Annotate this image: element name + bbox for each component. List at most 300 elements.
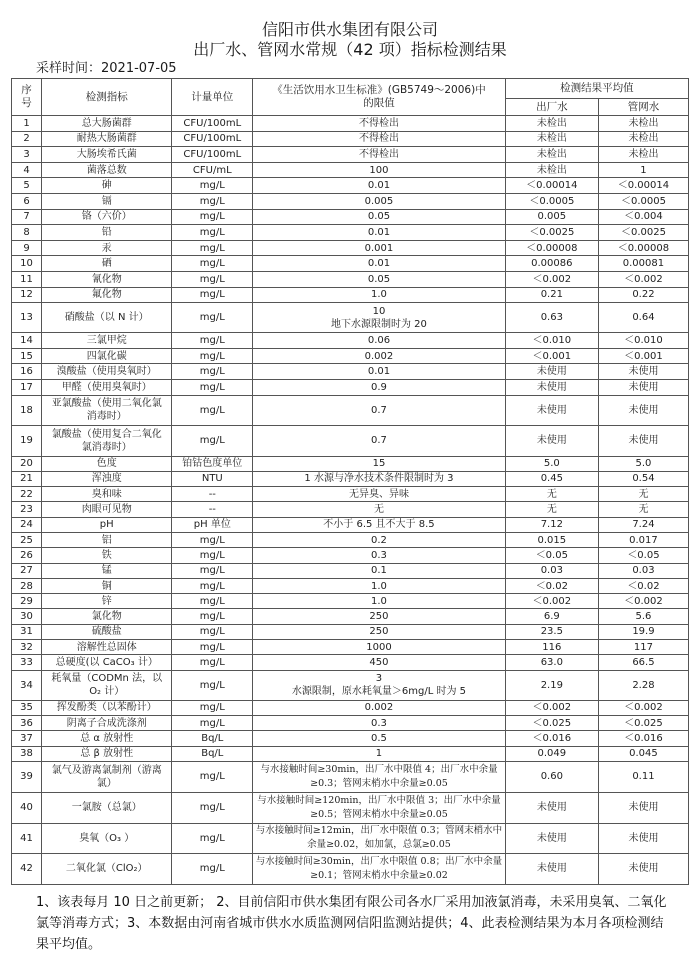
row-number: 17 (12, 379, 42, 395)
table-row (12, 271, 689, 287)
network-water-value: 未检出 (598, 116, 688, 132)
row-number: 39 (12, 761, 42, 792)
row-number: 28 (12, 578, 42, 593)
factory-water-value: 未使用 (505, 823, 598, 853)
indicator-name: 阴离子合成洗涤剂 (42, 715, 172, 730)
row-number: 34 (12, 670, 42, 700)
table-row (12, 162, 689, 178)
report-title: 出厂水、管网水常规（42 项）指标检测结果 (193, 40, 507, 59)
factory-water-value: 7.12 (505, 517, 598, 532)
row-number: 40 (12, 792, 42, 823)
factory-water-value: 无 (505, 487, 598, 502)
network-water-value: 未检出 (598, 131, 688, 147)
row-number: 3 (12, 147, 42, 163)
limit-value: 0.1 (253, 563, 506, 578)
limit-value-line2: 地下水源限制时为 20 (331, 318, 427, 330)
network-water-value: 2.28 (598, 670, 688, 700)
table-row (12, 425, 689, 456)
indicator-name: 铅 (42, 225, 172, 241)
table-row (12, 517, 689, 532)
table-row (12, 487, 689, 502)
unit: Bq/L (172, 731, 253, 746)
factory-water-value: 6.9 (505, 609, 598, 624)
network-water-value: 0.11 (598, 761, 688, 792)
limit-value: 无 (253, 502, 506, 517)
limit-value: 1.0 (253, 578, 506, 593)
indicator-name: 锌 (42, 594, 172, 609)
limit-value: 0.01 (253, 225, 506, 241)
unit: CFU/100mL (172, 147, 253, 163)
factory-water-value: ＜0.016 (505, 731, 598, 746)
unit: mg/L (172, 548, 253, 563)
indicator-name: 硝酸盐（以 N 计） (42, 303, 172, 333)
indicator-name: 耐热大肠菌群 (42, 131, 172, 147)
unit: mg/L (172, 303, 253, 333)
network-water-value: ＜0.010 (598, 333, 688, 349)
limit-value: 1 水源与净水技术条件限制时为 3 (253, 471, 506, 486)
indicator-name: 砷 (42, 178, 172, 194)
limit-value: 0.005 (253, 193, 506, 209)
limit-value: 0.01 (253, 256, 506, 272)
indicator-name: 硫酸盐 (42, 624, 172, 639)
row-number: 14 (12, 333, 42, 349)
row-number: 29 (12, 594, 42, 609)
limit-value: 0.7 (253, 425, 506, 456)
indicator-name: 总硬度(以 CaCO₃ 计） (42, 655, 172, 670)
indicator-name: 色度 (42, 456, 172, 471)
network-water-value: 未检出 (598, 147, 688, 163)
network-water-value: 7.24 (598, 517, 688, 532)
limit-value: 0.05 (253, 209, 506, 225)
limit-value: 100 (253, 162, 506, 178)
indicator-name: 总大肠菌群 (42, 116, 172, 132)
network-water-value: 未使用 (598, 364, 688, 380)
unit: mg/L (172, 287, 253, 303)
row-number: 18 (12, 395, 42, 425)
factory-water-value: 未使用 (505, 379, 598, 395)
network-water-value: 未使用 (598, 823, 688, 853)
network-water-value: 5.0 (598, 456, 688, 471)
row-number: 4 (12, 162, 42, 178)
network-water-value: ＜0.004 (598, 209, 688, 225)
factory-water-value: ＜0.0005 (505, 193, 598, 209)
limit-value: 0.3 (253, 715, 506, 730)
unit: mg/L (172, 640, 253, 655)
limit-value: 0.05 (253, 271, 506, 287)
indicator-name: 氰化物 (42, 271, 172, 287)
unit: mg/L (172, 348, 253, 364)
network-water-value: ＜0.001 (598, 348, 688, 364)
row-number: 9 (12, 240, 42, 256)
network-water-value: 66.5 (598, 655, 688, 670)
factory-water-value: 无 (505, 502, 598, 517)
indicator-name: 总 β 放射性 (42, 746, 172, 761)
indicator-name: 汞 (42, 240, 172, 256)
network-water-value: 未使用 (598, 379, 688, 395)
network-water-value: 0.64 (598, 303, 688, 333)
network-water-value: ＜0.002 (598, 700, 688, 715)
row-number: 31 (12, 624, 42, 639)
network-water-value: 0.22 (598, 287, 688, 303)
table-row (12, 131, 689, 147)
table-row (12, 700, 689, 715)
indicator-name: 大肠埃希氏菌 (42, 147, 172, 163)
row-number: 7 (12, 209, 42, 225)
factory-water-value: 63.0 (505, 655, 598, 670)
table-row (12, 256, 689, 272)
unit: mg/L (172, 594, 253, 609)
factory-water-value: 未检出 (505, 116, 598, 132)
network-water-value: ＜0.0025 (598, 225, 688, 241)
unit: -- (172, 502, 253, 517)
limit-value (253, 303, 506, 333)
network-water-value: 无 (598, 502, 688, 517)
row-number: 19 (12, 425, 42, 456)
table-row (12, 746, 689, 761)
indicator-name: 总 α 放射性 (42, 731, 172, 746)
unit: mg/L (172, 379, 253, 395)
limit-value: 0.3 (253, 548, 506, 563)
network-water-value: 19.9 (598, 624, 688, 639)
limit-value-line1: 3 (375, 673, 383, 685)
factory-water-value: ＜0.02 (505, 578, 598, 593)
table-row (12, 303, 689, 333)
table-row (12, 655, 689, 670)
indicator-name: 三氯甲烷 (42, 333, 172, 349)
table-row (12, 853, 689, 884)
factory-water-value: 0.21 (505, 287, 598, 303)
network-water-value: ＜0.02 (598, 578, 688, 593)
row-number: 21 (12, 471, 42, 486)
unit: mg/L (172, 823, 253, 853)
row-number: 22 (12, 487, 42, 502)
network-water-value: 未使用 (598, 395, 688, 425)
col-header-network: 管网水 (598, 99, 688, 116)
table-row (12, 578, 689, 593)
factory-water-value: 0.015 (505, 532, 598, 547)
factory-water-value: 116 (505, 640, 598, 655)
table-row (12, 640, 689, 655)
table-row (12, 823, 689, 853)
table-row (12, 348, 689, 364)
limit-value-line2: 水源限制，原水耗氧量＞6mg/L 时为 5 (291, 686, 467, 698)
table-row (12, 594, 689, 609)
factory-water-value: 0.63 (505, 303, 598, 333)
unit: mg/L (172, 609, 253, 624)
indicator-name: 氟化物 (42, 287, 172, 303)
factory-water-value: 未使用 (505, 853, 598, 884)
indicator-name: 镉 (42, 193, 172, 209)
table-row (12, 456, 689, 471)
col-header-factory: 出厂水 (505, 99, 598, 116)
network-water-value: 0.045 (598, 746, 688, 761)
row-number: 25 (12, 532, 42, 547)
factory-water-value: 0.005 (505, 209, 598, 225)
unit: mg/L (172, 853, 253, 884)
unit: mg/L (172, 655, 253, 670)
indicator-name: 耗氧量（CODMn 法，以 O₂ 计） (42, 670, 172, 700)
network-water-value: 0.03 (598, 563, 688, 578)
indicator-name: 铝 (42, 532, 172, 547)
unit: mg/L (172, 225, 253, 241)
row-number: 42 (12, 853, 42, 884)
indicator-name: 挥发酚类（以苯酚计） (42, 700, 172, 715)
limit-value: 15 (253, 456, 506, 471)
col-header-indicator: 检测指标 (42, 79, 172, 116)
row-number: 20 (12, 456, 42, 471)
limit-value: 不得检出 (253, 131, 506, 147)
unit: mg/L (172, 715, 253, 730)
network-water-value: 未使用 (598, 853, 688, 884)
limit-value: 0.7 (253, 395, 506, 425)
unit: pH 单位 (172, 517, 253, 532)
table-row (12, 731, 689, 746)
row-number: 10 (12, 256, 42, 272)
unit: NTU (172, 471, 253, 486)
table-row (12, 563, 689, 578)
unit: mg/L (172, 563, 253, 578)
col-header-limit: 《生活饮用水卫生标准》(GB5749～2006)中的限值 (253, 79, 506, 116)
table-row (12, 761, 689, 792)
row-number: 8 (12, 225, 42, 241)
table-row (12, 178, 689, 194)
network-water-value: ＜0.016 (598, 731, 688, 746)
unit: mg/L (172, 240, 253, 256)
table-row (12, 193, 689, 209)
limit-value: 0.01 (253, 364, 506, 380)
network-water-value: ＜0.00014 (598, 178, 688, 194)
indicator-name: 氯气及游离氯制剂（游离氯） (42, 761, 172, 792)
factory-water-value: 未检出 (505, 162, 598, 178)
unit: -- (172, 487, 253, 502)
indicator-name: 铬（六价） (42, 209, 172, 225)
limit-value: 450 (253, 655, 506, 670)
factory-water-value: ＜0.00008 (505, 240, 598, 256)
row-number: 41 (12, 823, 42, 853)
table-row (12, 395, 689, 425)
limit-value: 不得检出 (253, 116, 506, 132)
indicator-name: 一氯胺（总氯） (42, 792, 172, 823)
unit: mg/L (172, 209, 253, 225)
row-number: 23 (12, 502, 42, 517)
factory-water-value: ＜0.00014 (505, 178, 598, 194)
row-number: 1 (12, 116, 42, 132)
row-number: 37 (12, 731, 42, 746)
unit: mg/L (172, 178, 253, 194)
limit-value: 250 (253, 609, 506, 624)
limit-value: 0.5 (253, 731, 506, 746)
unit: mg/L (172, 700, 253, 715)
unit: CFU/mL (172, 162, 253, 178)
indicator-name: 亚氯酸盐（使用二氧化氯消毒时） (42, 395, 172, 425)
network-water-value: 未使用 (598, 425, 688, 456)
limit-value: 0.001 (253, 240, 506, 256)
factory-water-value: 0.60 (505, 761, 598, 792)
limit-value: 与水接触时间≥12min，出厂水中限值 0.3；管网末梢水中余量≥0.02，如加氯，总氯≥0.05 (253, 823, 506, 853)
limit-value: 不小于 6.5 且不大于 8.5 (253, 517, 506, 532)
factory-water-value: ＜0.002 (505, 271, 598, 287)
row-number: 6 (12, 193, 42, 209)
factory-water-value: ＜0.002 (505, 700, 598, 715)
table-row (12, 670, 689, 700)
factory-water-value: 未检出 (505, 147, 598, 163)
row-number: 12 (12, 287, 42, 303)
table-row (12, 548, 689, 563)
row-number: 2 (12, 131, 42, 147)
row-number: 33 (12, 655, 42, 670)
network-water-value: 0.017 (598, 532, 688, 547)
limit-value: 0.002 (253, 348, 506, 364)
row-number: 15 (12, 348, 42, 364)
table-row (12, 240, 689, 256)
table-row (12, 116, 689, 132)
factory-water-value: ＜0.001 (505, 348, 598, 364)
factory-water-value: 未检出 (505, 131, 598, 147)
network-water-value: ＜0.00008 (598, 240, 688, 256)
unit: mg/L (172, 271, 253, 287)
row-number: 30 (12, 609, 42, 624)
table-body (12, 116, 689, 885)
factory-water-value: 0.03 (505, 563, 598, 578)
indicator-name: 臭氧（O₃ ） (42, 823, 172, 853)
row-number: 11 (12, 271, 42, 287)
limit-value: 0.9 (253, 379, 506, 395)
row-number: 26 (12, 548, 42, 563)
col-header-seq: 序号 (12, 79, 42, 116)
row-number: 32 (12, 640, 42, 655)
row-number: 5 (12, 178, 42, 194)
limit-value (253, 670, 506, 700)
limit-value: 与水接触时间≥120min，出厂水中限值 3；出厂水中余量≥0.5；管网末梢水中余量≥0.05 (253, 792, 506, 823)
unit: CFU/100mL (172, 116, 253, 132)
table-row (12, 209, 689, 225)
limit-value: 不得检出 (253, 147, 506, 163)
unit: 铂钴色度单位 (172, 456, 253, 471)
unit: mg/L (172, 333, 253, 349)
indicator-name: 氯酸盐（使用复合二氧化氯消毒时） (42, 425, 172, 456)
network-water-value: 0.54 (598, 471, 688, 486)
unit: mg/L (172, 395, 253, 425)
network-water-value: 1 (598, 162, 688, 178)
network-water-value: 117 (598, 640, 688, 655)
indicator-name: 四氯化碳 (42, 348, 172, 364)
indicator-name: 溶解性总固体 (42, 640, 172, 655)
unit: CFU/100mL (172, 131, 253, 147)
table-row (12, 532, 689, 547)
indicator-name: 肉眼可见物 (42, 502, 172, 517)
factory-water-value: 0.45 (505, 471, 598, 486)
table-row (12, 364, 689, 380)
row-number: 13 (12, 303, 42, 333)
limit-value: 0.002 (253, 700, 506, 715)
table-row (12, 502, 689, 517)
indicator-name: 菌落总数 (42, 162, 172, 178)
row-number: 35 (12, 700, 42, 715)
row-number: 38 (12, 746, 42, 761)
footnote: 1、该表每月 10 日之前更新； 2、目前信阳市供水集团有限公司各水厂采用加液氯消毒，未采用臭氧、二氧化氯等消毒方式；3、本数据由河南省城市供水水质监测网信阳监测站提供；4、此表检测结果为本月各项检测结果平均值。 (36, 895, 667, 952)
factory-water-value: ＜0.025 (505, 715, 598, 730)
limit-value: 与水接触时间≥30min，出厂水中限值 0.8；出厂水中余量≥0.1；管网末梢水中余量≥0.02 (253, 853, 506, 884)
col-header-unit: 计量单位 (172, 79, 253, 116)
indicator-name: 臭和味 (42, 487, 172, 502)
limit-value: 250 (253, 624, 506, 639)
sample-time (36, 60, 177, 78)
unit: mg/L (172, 761, 253, 792)
indicator-name: 铜 (42, 578, 172, 593)
limit-value: 0.01 (253, 178, 506, 194)
factory-water-value: 23.5 (505, 624, 598, 639)
limit-value: 1.0 (253, 594, 506, 609)
indicator-name: 硒 (42, 256, 172, 272)
factory-water-value: 未使用 (505, 792, 598, 823)
limit-value-line1: 10 (372, 305, 386, 317)
network-water-value: 无 (598, 487, 688, 502)
indicator-name: 浑浊度 (42, 471, 172, 486)
factory-water-value: 未使用 (505, 395, 598, 425)
network-water-value: 0.00081 (598, 256, 688, 272)
limit-value: 无异臭、异味 (253, 487, 506, 502)
network-water-value: ＜0.002 (598, 594, 688, 609)
network-water-value: ＜0.002 (598, 271, 688, 287)
unit: mg/L (172, 193, 253, 209)
factory-water-value: 未使用 (505, 364, 598, 380)
table-row (12, 624, 689, 639)
factory-water-value: 0.049 (505, 746, 598, 761)
factory-water-value: ＜0.0025 (505, 225, 598, 241)
unit: mg/L (172, 425, 253, 456)
limit-value: 0.06 (253, 333, 506, 349)
network-water-value: ＜0.05 (598, 548, 688, 563)
row-number: 36 (12, 715, 42, 730)
col-header-avg: 检测结果平均值 (505, 79, 688, 99)
table-row (12, 609, 689, 624)
table-row (12, 287, 689, 303)
factory-water-value: ＜0.05 (505, 548, 598, 563)
indicator-name: 锰 (42, 563, 172, 578)
indicator-name: pH (42, 517, 172, 532)
row-number: 16 (12, 364, 42, 380)
row-number: 27 (12, 563, 42, 578)
unit: mg/L (172, 670, 253, 700)
limit-value: 与水接触时间≥30min，出厂水中限值 4；出厂水中余量≥0.3；管网末梢水中余量≥0.05 (253, 761, 506, 792)
factory-water-value: 未使用 (505, 425, 598, 456)
indicator-name: 溴酸盐（使用臭氧时） (42, 364, 172, 380)
network-water-value: 未使用 (598, 792, 688, 823)
table-row (12, 225, 689, 241)
table-row (12, 379, 689, 395)
sample-time-label: 采样时间： (36, 61, 102, 76)
indicator-name: 二氧化氯（ClO₂） (42, 853, 172, 884)
table-row (12, 792, 689, 823)
unit: mg/L (172, 624, 253, 639)
company-name: 信阳市供水集团有限公司 (261, 20, 438, 39)
network-water-value: 5.6 (598, 609, 688, 624)
limit-value: 1 (253, 746, 506, 761)
table-row (12, 471, 689, 486)
unit: mg/L (172, 792, 253, 823)
table-row (12, 147, 689, 163)
row-number: 24 (12, 517, 42, 532)
factory-water-value: ＜0.002 (505, 594, 598, 609)
unit: mg/L (172, 578, 253, 593)
factory-water-value: 5.0 (505, 456, 598, 471)
sample-time-value: 2021-07-05 (101, 61, 177, 76)
unit: mg/L (172, 532, 253, 547)
factory-water-value: 2.19 (505, 670, 598, 700)
network-water-value: ＜0.0005 (598, 193, 688, 209)
results-table (11, 78, 689, 885)
indicator-name: 氯化物 (42, 609, 172, 624)
